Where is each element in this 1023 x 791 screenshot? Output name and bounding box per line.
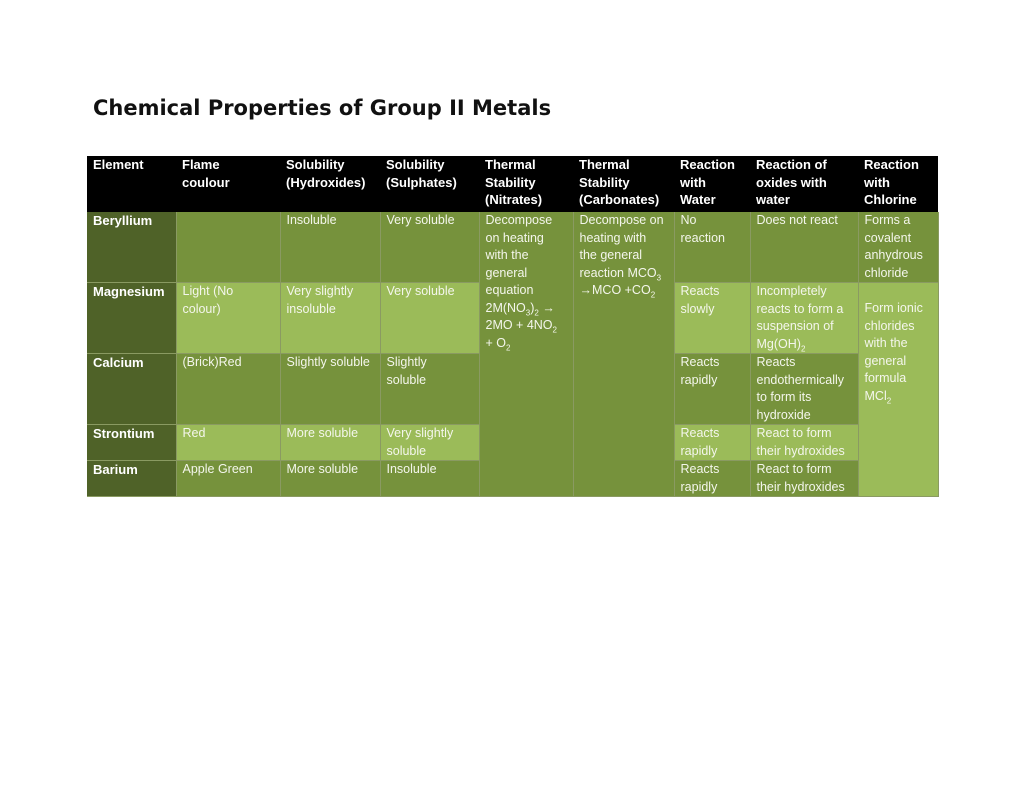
sol-hydroxides-cell: Insoluble xyxy=(280,212,380,283)
header-row xyxy=(87,156,938,212)
element-cell: Barium xyxy=(87,461,176,497)
properties-table xyxy=(87,156,939,497)
sol-hydroxides-cell: Very slightly insoluble xyxy=(280,283,380,354)
sol-sulphates-cell: Slightly soluble xyxy=(380,354,479,425)
header-flame-colour: Flame coulour xyxy=(176,156,280,212)
element-cell: Magnesium xyxy=(87,283,176,354)
flame-cell: Red xyxy=(176,425,280,461)
reaction-water-cell: Reacts rapidly xyxy=(674,354,750,425)
reaction-chlorine-cell: Forms a covalent anhydrous chloride xyxy=(858,212,938,283)
table-row-beryllium xyxy=(87,212,938,283)
flame-cell: Light (No colour) xyxy=(176,283,280,354)
reaction-oxides-cell: Incompletely reacts to form a suspension of $Mg(OH)_2$ xyxy=(750,283,858,354)
reaction-water-cell: Reacts rapidly xyxy=(674,461,750,497)
flame-cell: (Brick)Red xyxy=(176,354,280,425)
element-cell: Strontium xyxy=(87,425,176,461)
sol-hydroxides-cell: More soluble xyxy=(280,461,380,497)
sol-sulphates-cell: Very soluble xyxy=(380,283,479,354)
sol-sulphates-cell: Very slightly soluble xyxy=(380,425,479,461)
header-solubility-hydroxides: Solubility (Hydroxides) xyxy=(280,156,380,212)
element-cell: Beryllium xyxy=(87,212,176,283)
reaction-oxides-cell: Does not react xyxy=(750,212,858,283)
header-element: Element xyxy=(87,156,176,212)
element-cell: Calcium xyxy=(87,354,176,425)
header-reaction-oxides: Reaction of oxides with water xyxy=(750,156,858,212)
reaction-water-cell: Reacts rapidly xyxy=(674,425,750,461)
sol-sulphates-cell: Insoluble xyxy=(380,461,479,497)
sol-hydroxides-cell: More soluble xyxy=(280,425,380,461)
page-title: Chemical Properties of Group II Metals xyxy=(93,96,552,120)
flame-cell: Apple Green xyxy=(176,461,280,497)
sol-hydroxides-cell: Slightly soluble xyxy=(280,354,380,425)
sol-sulphates-cell: Very soluble xyxy=(380,212,479,283)
reaction-oxides-cell: React to form their hydroxides xyxy=(750,425,858,461)
reaction-water-cell: Reacts slowly xyxy=(674,283,750,354)
header-reaction-water: Reaction with Water xyxy=(674,156,750,212)
header-solubility-sulphates: Solubility (Sulphates) xyxy=(380,156,479,212)
chlorine-ionic-merged-cell: Form ionic chlorides with the general formula MCl$_2$ xyxy=(858,283,938,497)
header-thermal-nitrates: Thermal Stability (Nitrates) xyxy=(479,156,573,212)
header-thermal-carbonates: Thermal Stability (Carbonates) xyxy=(573,156,674,212)
reaction-oxides-cell: React to form their hydroxides xyxy=(750,461,858,497)
header-reaction-chlorine: Reaction with Chlorine xyxy=(858,156,938,212)
reaction-water-cell: No reaction xyxy=(674,212,750,283)
reaction-oxides-cell: Reacts endothermically to form its hydroxide xyxy=(750,354,858,425)
carbonates-merged-cell: Decompose on heating with the general reaction $MCO_3$ $\to MCO +CO_2$ xyxy=(573,212,674,497)
nitrates-merged-cell: Decompose on heating with the general equation $2M(NO_3)_2$ → $2MO + 4NO_2$ + $O_2$ xyxy=(479,212,573,497)
flame-cell xyxy=(176,212,280,283)
